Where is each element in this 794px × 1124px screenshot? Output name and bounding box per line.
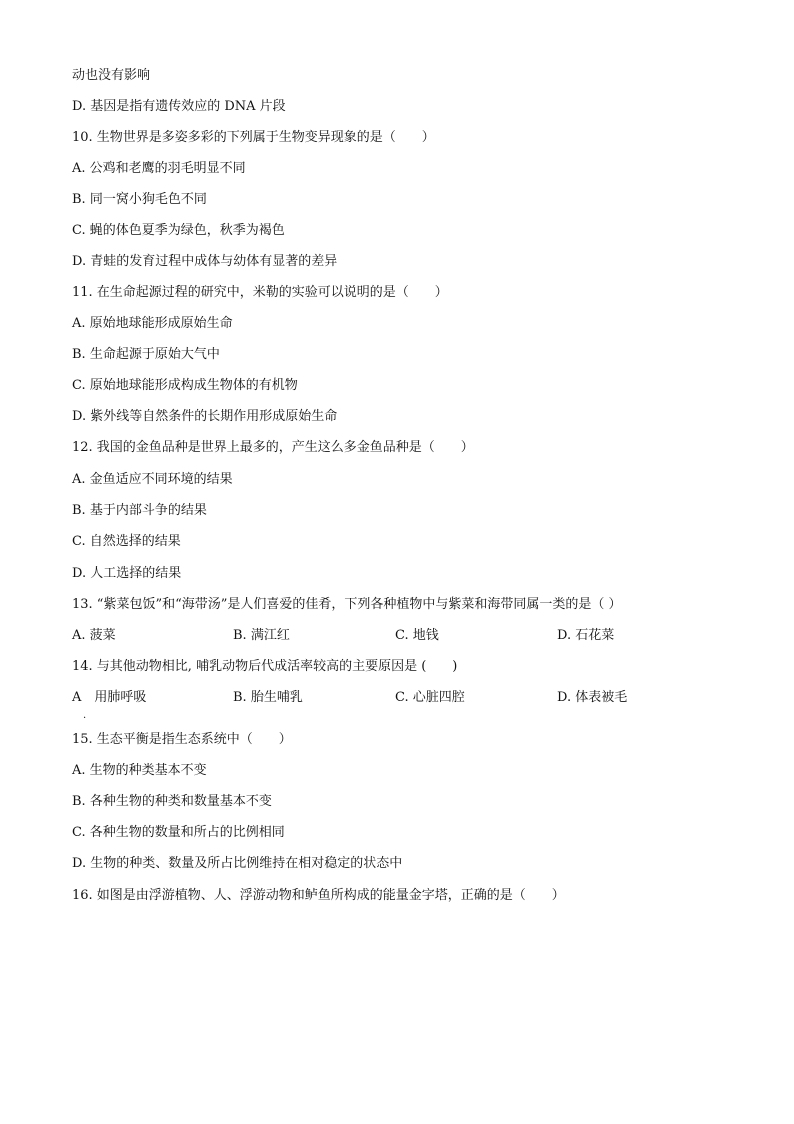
q10-option-b: B. 同一窝小狗毛色不同: [72, 192, 207, 207]
q14-option-d: D. 体表被毛: [557, 690, 628, 705]
q10-option-a: A. 公鸡和老鹰的羽毛明显不同: [72, 161, 246, 176]
text-line: 动也没有影响: [72, 68, 151, 83]
q11-option-a: A. 原始地球能形成原始生命: [72, 316, 233, 331]
question-13: 13. “紫菜包饭”和“海带汤”是人们喜爱的佳肴，下列各种植物中与紫菜和海带同属一类的是（ ）: [72, 597, 622, 612]
q11-option-c: C. 原始地球能形成构成生物体的有机物: [72, 378, 298, 393]
question-16: 16. 如图是由浮游植物、人、浮游动物和鲈鱼所构成的能量金字塔，正确的是（ ）: [72, 888, 565, 903]
q12-option-d: D. 人工选择的结果: [72, 566, 182, 581]
q15-option-a: A. 生物的种类基本不变: [72, 763, 207, 778]
q12-option-c: C. 自然选择的结果: [72, 534, 181, 549]
q13-option-c: C. 地钱: [395, 628, 439, 643]
q14-option-c: C. 心脏四腔: [395, 690, 465, 705]
q13-option-b: B. 满江红: [233, 628, 290, 643]
q13-option-a: A. 菠菜: [72, 628, 116, 643]
q15-option-c: C. 各种生物的数量和所占的比例相同: [72, 825, 285, 840]
q15-option-d: D. 生物的种类、数量及所占比例维持在相对稳定的状态中: [72, 856, 403, 871]
question-12: 12. 我国的金鱼品种是世界上最多的，产生这么多金鱼品种是（ ）: [72, 440, 474, 455]
q14-option-a: A 用肺呼吸: [72, 690, 147, 705]
question-10: 10. 生物世界是多姿多彩的下列属于生物变异现象的是（ ）: [72, 130, 435, 145]
q12-option-a: A. 金鱼适应不同环境的结果: [72, 472, 233, 487]
q10-option-c: C. 蝇的体色夏季为绿色，秋季为褐色: [72, 223, 285, 238]
text-line: D. 基因是指有遗传效应的 DNA 片段: [72, 99, 286, 114]
question-11: 11. 在生命起源过程的研究中，米勒的实验可以说明的是（ ）: [72, 285, 448, 300]
q15-option-b: B. 各种生物的种类和数量基本不变: [72, 794, 272, 809]
q12-option-b: B. 基于内部斗争的结果: [72, 503, 207, 518]
q10-option-d: D. 青蛙的发育过程中成体与幼体有显著的差异: [72, 254, 338, 269]
q11-option-d: D. 紫外线等自然条件的长期作用形成原始生命: [72, 409, 338, 424]
q13-option-d: D. 石花菜: [557, 628, 615, 643]
q14-dot: .: [83, 710, 87, 721]
q14-option-b: B. 胎生哺乳: [233, 690, 303, 705]
question-15: 15. 生态平衡是指生态系统中（ ）: [72, 732, 292, 747]
question-14: 14. 与其他动物相比, 哺乳动物后代成活率较高的主要原因是 ( ): [72, 659, 458, 674]
q11-option-b: B. 生命起源于原始大气中: [72, 347, 220, 362]
